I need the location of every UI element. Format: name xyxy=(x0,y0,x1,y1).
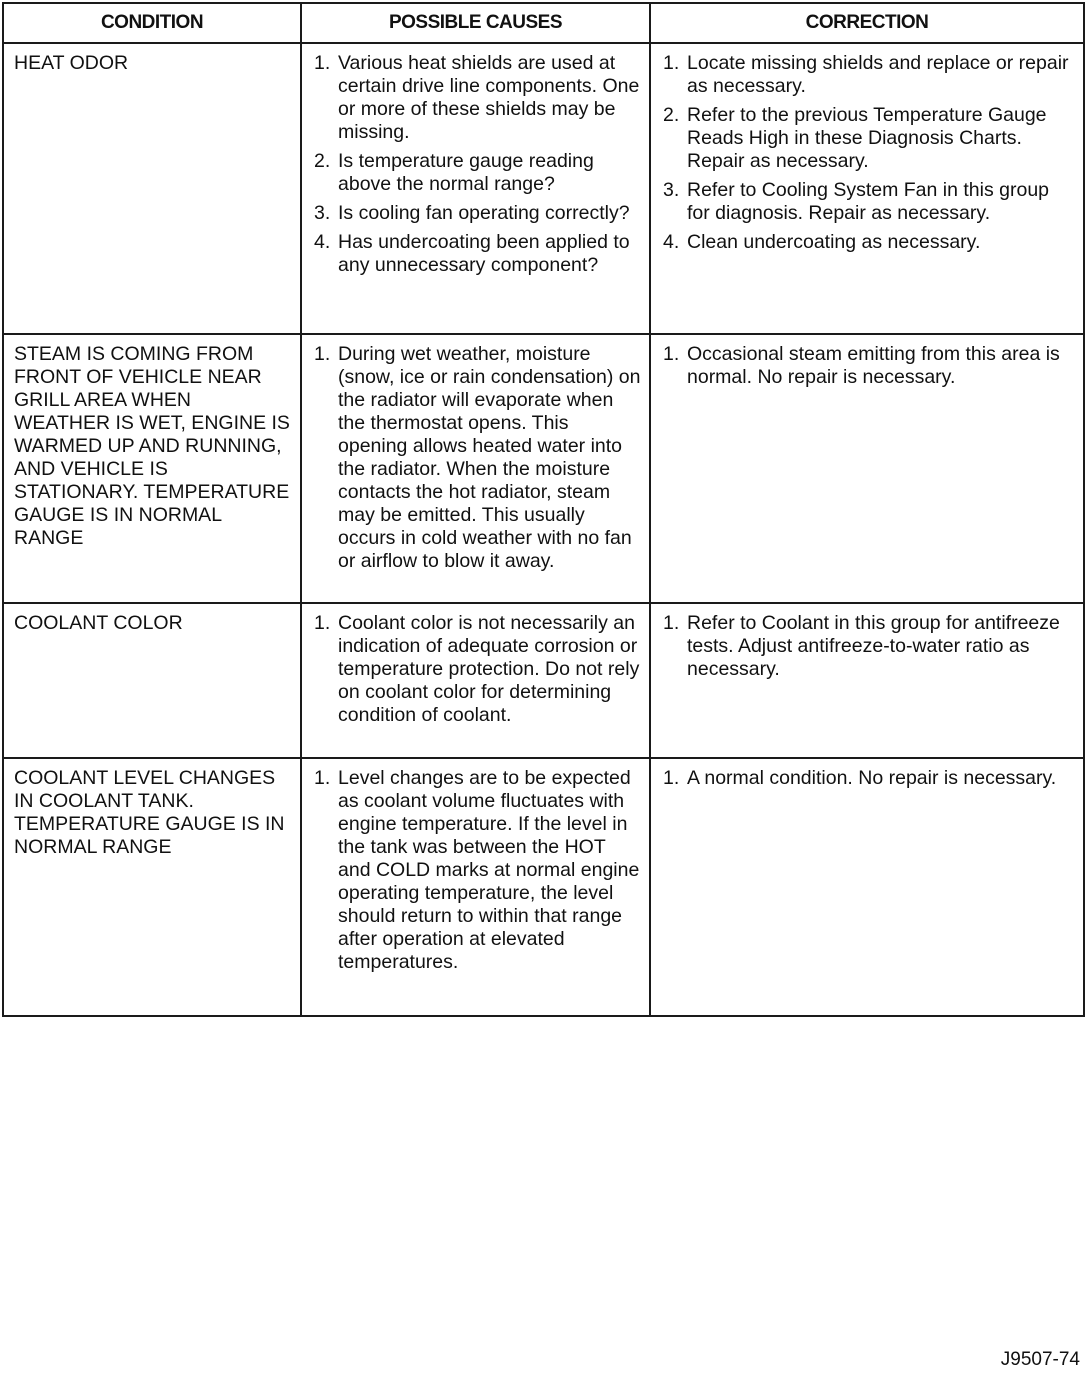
diagnosis-chart xyxy=(2,2,1083,1017)
correction-cell xyxy=(650,758,1084,1016)
causes-list xyxy=(312,52,641,277)
correction-item xyxy=(661,104,1075,173)
causes-list xyxy=(312,612,641,727)
table-row xyxy=(3,334,1084,603)
cause-item xyxy=(312,202,641,225)
cause-item xyxy=(312,52,641,144)
item-number: 1. xyxy=(314,767,331,789)
figure-code: J9507-74 xyxy=(1000,1349,1080,1370)
item-text: A normal condition. No repair is necessary. xyxy=(687,767,1057,789)
item-text: Clean undercoating as necessary. xyxy=(687,231,981,253)
item-number: 1. xyxy=(663,612,680,634)
cause-item xyxy=(312,343,641,573)
item-text: During wet weather, moisture (snow, ice or rain condensation) on the radiator will evaporate when the thermostat opens. This opening allows heated water into the radiator. When the moisture contacts the hot radiator, steam may be emitted. This usually occurs in cold weather with no fan or airflow to blow it away. xyxy=(338,343,641,572)
item-number: 1. xyxy=(663,767,680,789)
item-number: 4. xyxy=(314,231,331,253)
causes-cell xyxy=(301,43,650,334)
correction-list xyxy=(661,52,1075,254)
item-text: Has undercoating been applied to any unnecessary component? xyxy=(338,231,630,276)
header-row xyxy=(3,3,1084,43)
correction-item xyxy=(661,52,1075,98)
causes-list xyxy=(312,767,641,974)
item-number: 4. xyxy=(663,231,680,253)
causes-cell xyxy=(301,603,650,758)
header-condition: CONDITION xyxy=(3,3,301,43)
diagnosis-table xyxy=(2,2,1085,1017)
correction-item xyxy=(661,343,1075,389)
correction-item xyxy=(661,612,1075,681)
condition-cell: HEAT ODOR xyxy=(3,43,301,334)
item-number: 1. xyxy=(663,52,680,74)
item-text: Occasional steam emitting from this area is normal. No repair is necessary. xyxy=(687,343,1060,388)
table-row xyxy=(3,43,1084,334)
causes-cell xyxy=(301,334,650,603)
item-text: Refer to Cooling System Fan in this group for diagnosis. Repair as necessary. xyxy=(687,179,1050,224)
item-number: 1. xyxy=(314,52,331,74)
cause-item xyxy=(312,612,641,727)
item-text: Refer to Coolant in this group for antifreeze tests. Adjust antifreeze-to-water ratio as necessary. xyxy=(687,612,1060,680)
item-text: Is cooling fan operating correctly? xyxy=(338,202,630,224)
item-text: Level changes are to be expected as coolant volume fluctuates with engine temperature. If the level in the tank was between the HOT and COLD marks at normal engine operating temperature, the level should return to within that range after operation at elevated temperatures. xyxy=(338,767,640,973)
item-number: 1. xyxy=(314,612,331,634)
item-number: 2. xyxy=(663,104,680,126)
header-correction: CORRECTION xyxy=(650,3,1084,43)
correction-item xyxy=(661,767,1075,790)
table-row xyxy=(3,603,1084,758)
item-number: 3. xyxy=(663,179,680,201)
cause-item xyxy=(312,150,641,196)
correction-item xyxy=(661,179,1075,225)
item-number: 2. xyxy=(314,150,331,172)
item-text: Refer to the previous Temperature Gauge Reads High in these Diagnosis Charts. Repair as necessary. xyxy=(687,104,1047,172)
correction-cell xyxy=(650,334,1084,603)
correction-list xyxy=(661,343,1075,389)
item-text: Locate missing shields and replace or repair as necessary. xyxy=(687,52,1069,97)
item-number: 1. xyxy=(663,343,680,365)
correction-list xyxy=(661,767,1075,790)
header-possible-causes: POSSIBLE CAUSES xyxy=(301,3,650,43)
table-body xyxy=(3,43,1084,1016)
correction-cell xyxy=(650,43,1084,334)
condition-cell: STEAM IS COMING FROM FRONT OF VEHICLE NEAR GRILL AREA WHEN WEATHER IS WET, ENGINE IS WARMED UP AND RUNNING, AND VEHICLE IS STATIONARY. TEMPERATURE GAUGE IS IN NORMAL RANGE xyxy=(3,334,301,603)
causes-list xyxy=(312,343,641,573)
correction-list xyxy=(661,612,1075,681)
causes-cell xyxy=(301,758,650,1016)
cause-item xyxy=(312,231,641,277)
correction-item xyxy=(661,231,1075,254)
condition-cell: COOLANT LEVEL CHANGES IN COOLANT TANK. TEMPERATURE GAUGE IS IN NORMAL RANGE xyxy=(3,758,301,1016)
item-text: Coolant color is not necessarily an indication of adequate corrosion or temperature protection. Do not rely on coolant color for determining condition of coolant. xyxy=(338,612,640,726)
item-number: 1. xyxy=(314,343,331,365)
item-text: Is temperature gauge reading above the normal range? xyxy=(338,150,594,195)
condition-cell: COOLANT COLOR xyxy=(3,603,301,758)
item-number: 3. xyxy=(314,202,331,224)
table-row xyxy=(3,758,1084,1016)
correction-cell xyxy=(650,603,1084,758)
cause-item xyxy=(312,767,641,974)
item-text: Various heat shields are used at certain drive line components. One or more of these shields may be missing. xyxy=(338,52,640,143)
